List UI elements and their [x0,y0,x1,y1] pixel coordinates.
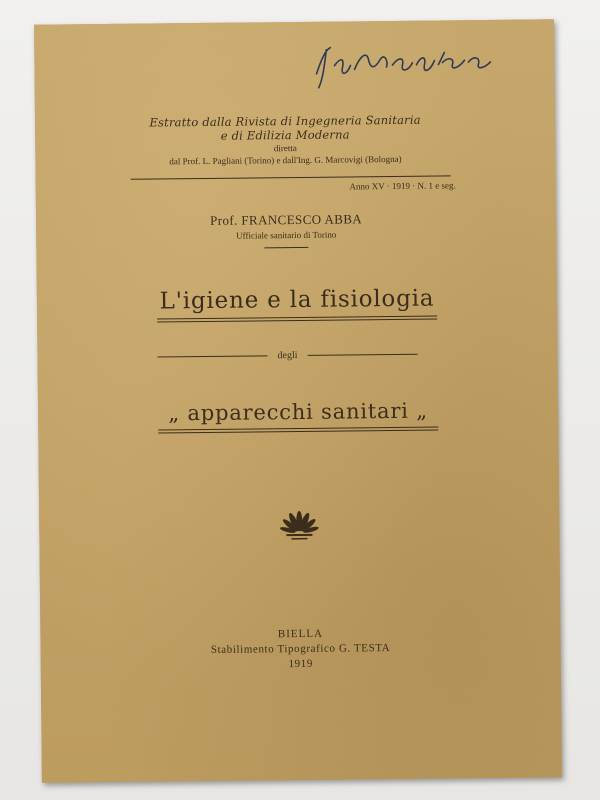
main-title: L'igiene e la fisiologia [159,285,435,315]
connector-row [157,349,417,363]
author-rule [264,247,308,248]
subtitle-block [98,398,498,434]
connector-rule-right [308,354,418,356]
journal-header [125,112,446,167]
editors-line: dal Prof. L. Pagliani (Torino) e dall'Ing. G. Marcovigi (Bologna) [169,153,402,167]
subtitle-rule [158,427,438,434]
imprint-printer: Stabilimento Tipografico G. TESTA [210,642,391,656]
title-block [97,285,497,323]
subtitle: „ apparecchi sanitari „ [168,398,429,426]
title-rule [157,316,437,323]
journal-line-2: e di Edilizia Moderna [220,127,350,143]
directed-label: diretta [273,142,297,154]
header-rule [131,175,451,179]
journal-line-1: Estratto dalla Rivista di Ingegneria Sanitaria [149,112,421,130]
signature-icon [304,34,505,96]
pamphlet-cover [34,19,562,782]
author-name: Prof. FRANCESCO ABBA [209,211,363,228]
issue-line: Anno XV · 1919 · N. 1 e seg. [349,180,456,192]
connector-word: degli [277,350,298,362]
imprint-year: 1919 [288,657,314,671]
handwritten-signature [304,34,505,96]
connector-rule-left [158,355,268,357]
imprint-block [150,625,450,673]
fan-ornament-icon [264,507,334,548]
author-block [136,211,436,250]
author-role: Ufficiale sanitario di Torino [236,229,337,241]
imprint-city: BIELLA [277,627,324,641]
